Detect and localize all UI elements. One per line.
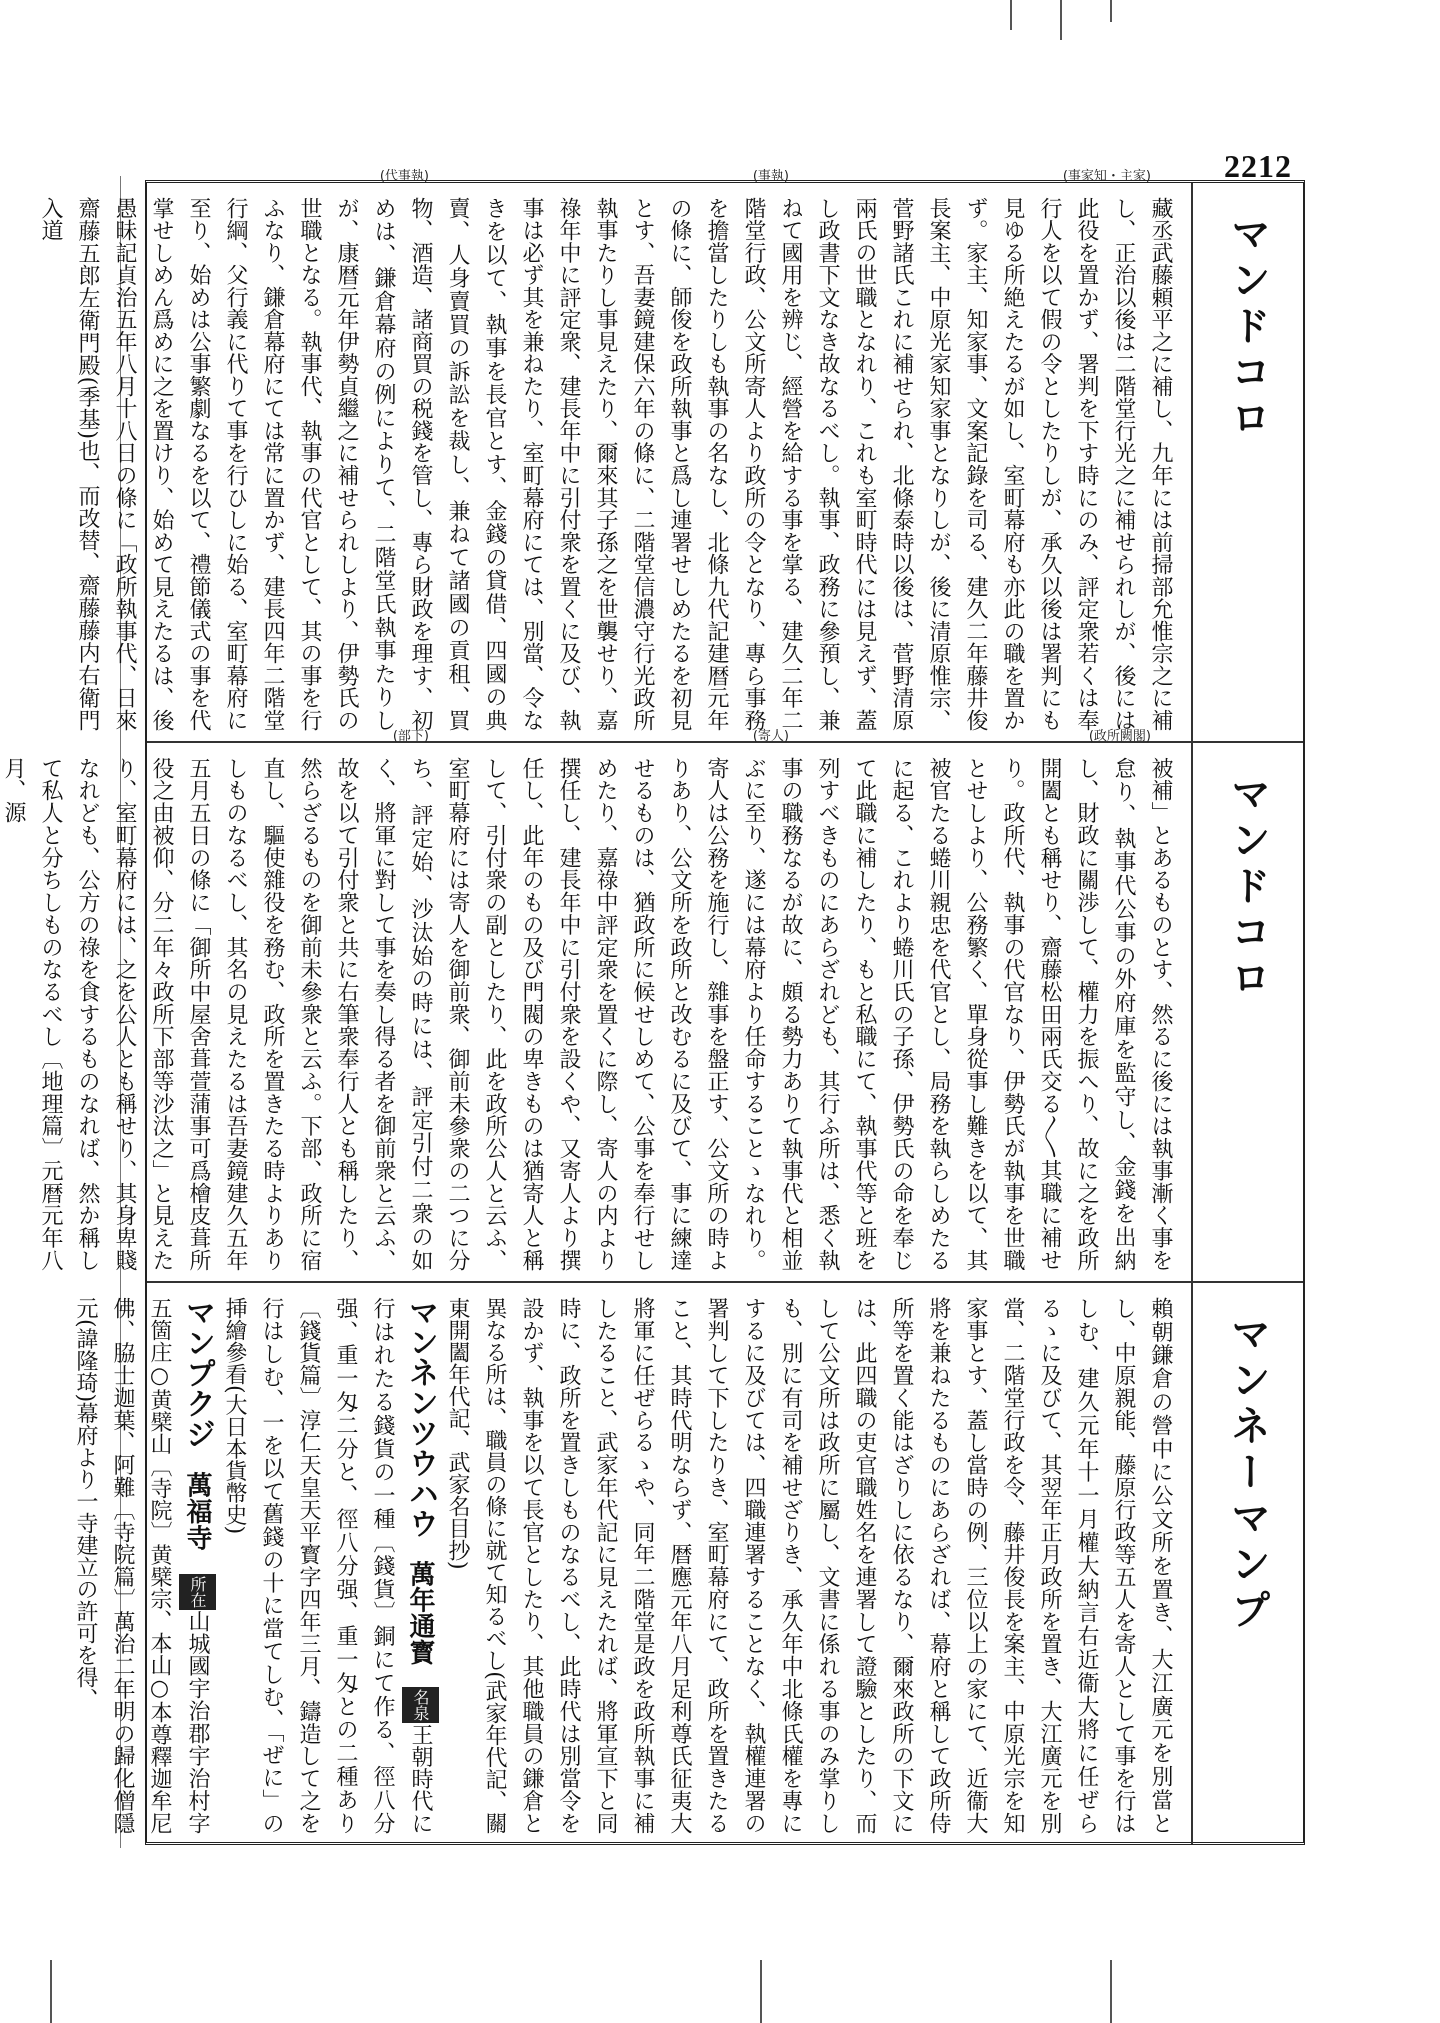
headword-column — [1191, 1283, 1303, 1844]
top-margin-mark — [1060, 0, 1062, 40]
headword: マンネーマンプ — [1224, 1313, 1271, 1635]
section-caption: (寄人) — [752, 729, 789, 744]
text-column — [1, 729, 1189, 1281]
entry-kanji: 萬年通寳 — [405, 1560, 435, 1666]
page-number: 2212 — [1224, 148, 1292, 184]
entry-tag: 名泉 — [402, 1687, 439, 1723]
top-margin-mark — [1110, 0, 1112, 22]
entry-title: マンネンツウハウ — [403, 1297, 438, 1539]
section-caption: (事家知・主家) — [1062, 169, 1151, 184]
body-text: 藏丞武藤頼平之に補し、九年には前掃部允惟宗之に補し、正治以後は二階堂行光之に補せられしが、後には此役を置かず、署判を下す時にのみ、評定衆若くは奉行人を以て假の令としたりしが、承久以後は署判にも見ゆる所絶えたるが如し、室町幕府も亦此の職を置かず。家主、知家事、文案記錄を司る、建久二年藤井俊長案主、中原光家知家事となりしが、後に清原惟宗、菅野諸氏これに補せられ、北條泰時以後は、菅野清原兩氏の世職となれり、これも室町時代には見えず、蓋し政書下文なき故なるべし。執事、政務に參預し、兼ねて國用を辨じ、經營を給する事を掌る、建久二年二階堂行政、公文所寄人より政所の令となり、專ら事務を擔當したりしも執事の名なし、北條九代記建暦元年の條に、師俊を政所執事と爲し連署せしめたるを初見とす、吾妻鏡建保六年の條に、二階堂信濃守行光政所執事たりし事見えたり、爾來其子孫之を世襲せり、嘉祿年中に評定衆、建長年中に引付衆を置くに及び、執事は必ず其を兼ねたり、室町幕府にては、別當、令なきを以て、執事を長官とす、金錢の貸借、四國の典賣、人身賣買の訴訟を裁し、兼ねて諸國の貢租、買物、酒造、諸商買の税錢を管し、專ら財政を理す、初めは、鎌倉幕府の例によりて、二階堂氏執事たりしが、康暦元年伊勢貞繼之に補せられしより、伊勢氏の世職となる。執事代、執事の代官として、其の事を行ふなり、鎌倉幕府にては常に置かず、建長四年二階堂行綱、父行義に代りて事を行ひしに始る、室町幕府に至り、始めは公事繁劇なるを以て、禮節儀式の事を代掌せしめん爲めに之を置けり、始めて見えたるは、後愚昧記貞治五年八月十八日の條に「政所執事代、日來齋藤五郎左衛門殿(季基)也、而改替、齋藤藤内右衛門入道 — [38, 197, 1173, 731]
tier-middle — [1, 729, 1303, 1283]
entry-body: 賴朝鎌倉の營中に公文所を置き、大江廣元を別當とし、中原親能、藤原行政等五人を寄人として事を行はしむ、建久元年十一月權大納言右近衞大將に任ぜらるゝに及びて、其翌年正月政所を置き、大江廣元を別當、二階堂行政を令、藤井俊長を案主、中原光宗を知家事とす、蓋し當時の例、三位以上の家にて、近衞大將を兼ねたるものにあらざれば、幕府と稱して政所侍所等を置く能はざりしに依るなり、爾來政所の下文には、此四職の吏官職姓名を連署して證驗としたり、而して公文所は政所に屬し、文書に係れる事のみ掌りしも、別に有司を補せざりき、承久年中北條氏權を專にするに及びては、四職連署することなく、執權連署の署判して下したりき、室町幕府にて、政所を置きたること、其時代明ならず、暦應元年八月足利尊氏征夷大將軍に任ぜらるゝや、同年二階堂是政を政所執事に補したること、武家年代記に見えたれば、將軍宣下と同時に、政所を置きしものなるべし、此時代は別當令を設かず、執事を以て長官としたり、其他職員の鎌倉と異なる所は、職員の條に就て知るべし(武家年代記、關東開闔年代記、武家名目抄) — [445, 1297, 1173, 1834]
bottom-margin-mark — [50, 1960, 52, 2023]
bottom-margin-mark — [760, 1960, 762, 2023]
page-frame — [1, 169, 1305, 1845]
headword: マンドコロ — [1224, 773, 1271, 1003]
section-caption: (政所闕閣) — [1088, 729, 1151, 744]
entry-title: マンプクジ — [180, 1297, 215, 1450]
headword-column — [1191, 183, 1303, 741]
entry-kanji: 萬福寺 — [182, 1471, 212, 1552]
entry-body: 王朝時代に行はれたる錢貨の一種〔錢貨〕銅にて作る、徑八分强、重一匁二分と、徑八分强、重一匁との二種あり〔錢貨篇〕淳仁天皇天平寳字四年三月、鑄造して之を行はしむ、一を以て舊錢の十に當てしむ、「ぜに」の挿繪參看(大日本貨幣史) — [222, 1297, 433, 1835]
body-text: 被補」とあるものとす、然るに後には執事漸く事を怠り、執事代公事の外府庫を監守し、金錢を出納し、財政に關渉して、權力を振へり、故に之を政所開闔とも稱せり、齋藤松田兩氏交る〳〵其職に補せり。政所代、執事の代官なり、伊勢氏が執事を世職とせしより、公務繁く、單身從事し難きを以て、其被官たる蜷川親忠を代官とし、局務を執らしめたるに起る、これより蜷川氏の子孫、伊勢氏の命を奉じて此職に補したり、もと私職にて、執事代等と班を列すべきものにあらざれども、其行ふ所は、悉く執事の職務なるが故に、頗る勢力ありて執事代と相並ぶに至り、遂には幕府より任命することゝなれり。寄人は公務を施行し、雜事を盤正す、公文所の時よりあり、公文所を政所と改むるに及びて、事に練達せるものは、猶政所に候せしめて、公事を奉行せしめたり、嘉祿中評定衆を置くに際し、寄人の内より撰任し、建長年中に引付衆を設くや、又寄人より撰任し、此年のもの及び門閥の卑きものは猶寄人と稱して、引付衆の副としたり、此を政所公人と云ふ、室町幕府には寄人を御前衆、御前未參衆の二つに分ち、評定始、沙汰始の時には、評定引付二衆の如く、將軍に對して事を奏し得る者を御前衆と云ふ、故を以て引付衆と共に右筆衆奉行人とも稱したり、然らざるものを御前未參衆と云ふ。下部、政所に宿直し、驅使雜役を務む、政所を置きたる時よりありしものなるべし、其名の見えたるは吾妻鏡建久五年五月五日の條に「御所中屋舍葺萱蒲事可爲檜皮葺所役之由被仰、分二年々政所下部等沙汰之」と見えたり、室町幕府には、之を公人とも稱せり、其身卑賤なれども、公方の祿を食するものなれば、然か稱して私人と分ちしものなるべし〔地理篇〕元暦元年八月、源 — [1, 757, 1173, 1272]
section-caption: (部下) — [392, 729, 429, 744]
tier-bottom — [73, 1283, 1303, 1844]
section-caption: (代事執) — [379, 169, 429, 184]
entry-tag: 所在 — [179, 1574, 216, 1610]
bottom-margin-mark — [1110, 1960, 1112, 2023]
headword: マンドコロ — [1224, 213, 1271, 443]
text-column — [73, 1283, 1189, 1844]
entry-body: 山城國宇治郡宇治村字五箇庄○黄檗山〔寺院〕黄檗宗、本山○本尊釋迦牟尼佛、脇士迦葉、阿難〔寺院篇〕萬治二年明の歸化僧隱元(諱隆琦)幕府より一寺建立の許可を得、 — [73, 1297, 210, 1835]
top-margin-mark — [1010, 0, 1012, 30]
section-caption: (事執) — [752, 169, 789, 184]
headword-column — [1191, 743, 1303, 1281]
tier-top — [38, 169, 1303, 743]
text-column — [38, 169, 1189, 741]
body-text — [73, 1297, 1179, 1835]
